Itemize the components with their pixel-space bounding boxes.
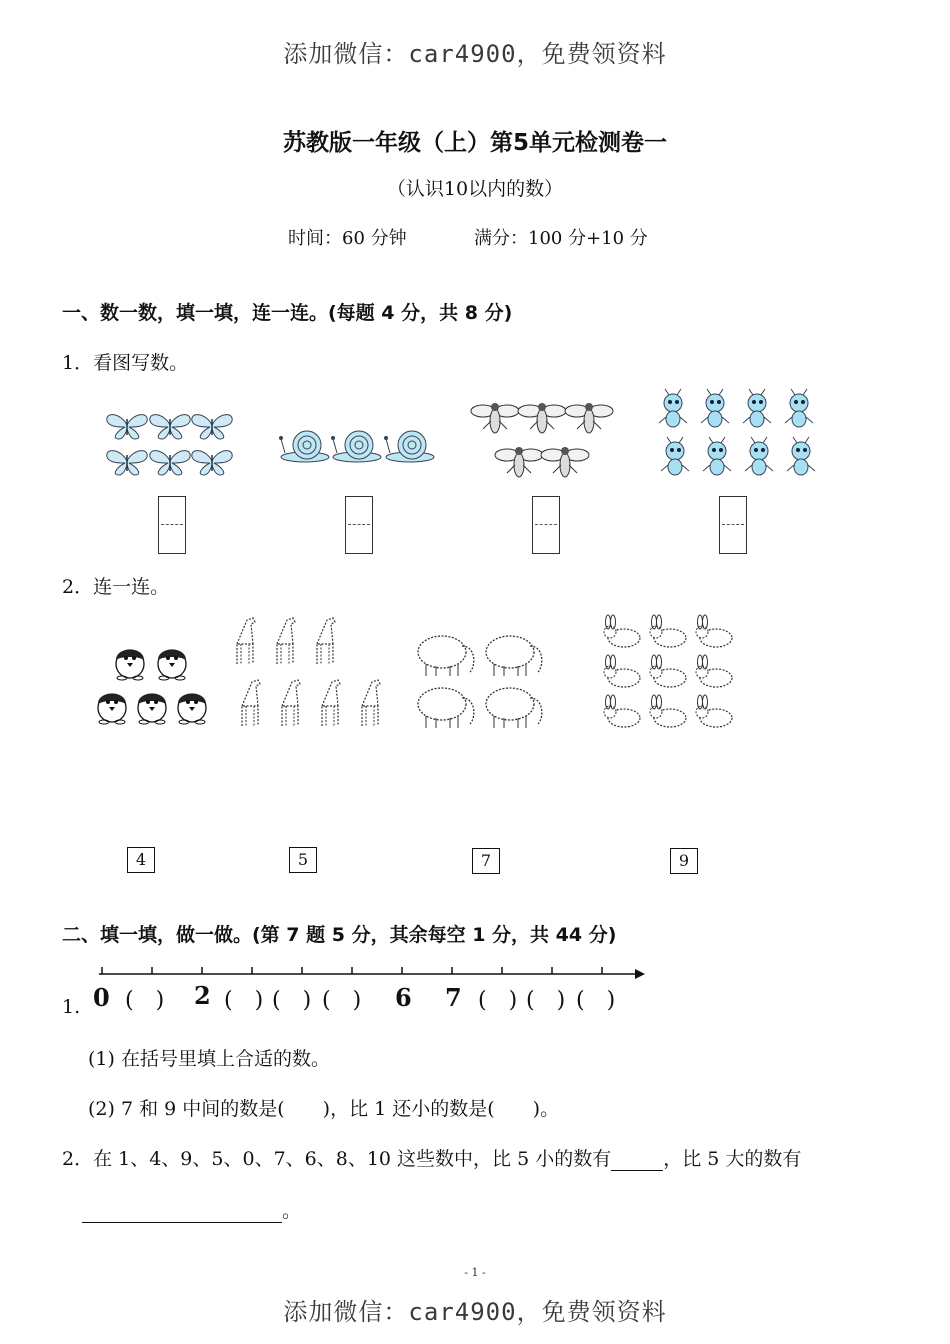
answer-box-ant[interactable] <box>719 496 747 554</box>
line-blank-9[interactable]: ( ) <box>526 988 566 1013</box>
page-number: - 1 - <box>464 1266 486 1279</box>
answer-blank-less-than-5[interactable] <box>611 1148 663 1171</box>
number-box-5[interactable]: 5 <box>289 847 317 873</box>
ant-group <box>659 389 815 475</box>
line-label-6: 6 <box>395 983 412 1012</box>
q2-2-text-b: ，比 5 大的数有 <box>663 1148 802 1170</box>
q2-2-line2 <box>82 1196 301 1223</box>
line-label-0: 0 <box>93 983 110 1012</box>
count-pictures <box>95 385 845 485</box>
answer-blank-greater-than-5[interactable] <box>82 1200 282 1223</box>
answer-box-butterfly[interactable] <box>158 496 186 554</box>
line-blank-4[interactable]: ( ) <box>272 988 312 1013</box>
penguin-group <box>98 650 206 725</box>
q2-2-line1 <box>62 1144 801 1171</box>
q2-2-text-a: 2．在 1、4、9、5、0、7、6、8、10 这些数中，比 5 小的数有 <box>62 1148 612 1170</box>
q2-1-part2: (2) 7 和 9 中间的数是( )，比 1 还小的数是( )。 <box>88 1098 560 1120</box>
number-line <box>95 962 655 982</box>
q1-label: 1．看图写数。 <box>62 352 189 374</box>
butterfly-group <box>107 415 232 475</box>
answer-box-snail[interactable] <box>345 496 373 554</box>
number-box-9[interactable]: 9 <box>670 848 698 874</box>
giraffe-group <box>237 618 380 726</box>
line-blank-1[interactable]: ( ) <box>125 988 165 1013</box>
time-limit: 时间：60 分钟 <box>288 228 407 249</box>
rabbit-group <box>604 615 732 727</box>
q2-1-part1: (1) 在括号里填上合适的数。 <box>88 1048 330 1070</box>
q2-2-text-c: 。 <box>282 1200 302 1222</box>
number-box-4[interactable]: 4 <box>127 847 155 873</box>
line-label-2: 2 <box>194 981 211 1010</box>
number-box-7[interactable]: 7 <box>472 848 500 874</box>
watermark-top: 添加微信：car4900，免费领资料 <box>283 40 667 68</box>
line-blank-3[interactable]: ( ) <box>224 988 264 1013</box>
q2-label: 2．连一连。 <box>62 576 170 598</box>
line-label-7: 7 <box>445 983 462 1012</box>
watermark-bottom: 添加微信：car4900，免费领资料 <box>283 1298 667 1326</box>
line-blank-8[interactable]: ( ) <box>478 988 518 1013</box>
full-score: 满分：100 分+10 分 <box>474 228 648 249</box>
answer-box-bee[interactable] <box>532 496 560 554</box>
line-blank-10[interactable]: ( ) <box>576 988 616 1013</box>
q2-1-number: 1. <box>62 996 81 1018</box>
line-blank-5[interactable]: ( ) <box>322 988 362 1013</box>
match-pictures <box>90 608 750 738</box>
section1-heading: 一、数一数，填一填，连一连。(每题 4 分，共 8 分) <box>62 302 513 324</box>
elephant-group <box>418 636 542 728</box>
section2-heading: 二、填一填，做一做。(第 7 题 5 分，其余每空 1 分，共 44 分) <box>62 924 617 946</box>
page-subtitle: （认识10以内的数） <box>386 178 564 200</box>
snail-group <box>279 431 434 462</box>
bee-group <box>471 403 613 477</box>
page-title: 苏教版一年级（上）第5单元检测卷一 <box>282 130 667 156</box>
